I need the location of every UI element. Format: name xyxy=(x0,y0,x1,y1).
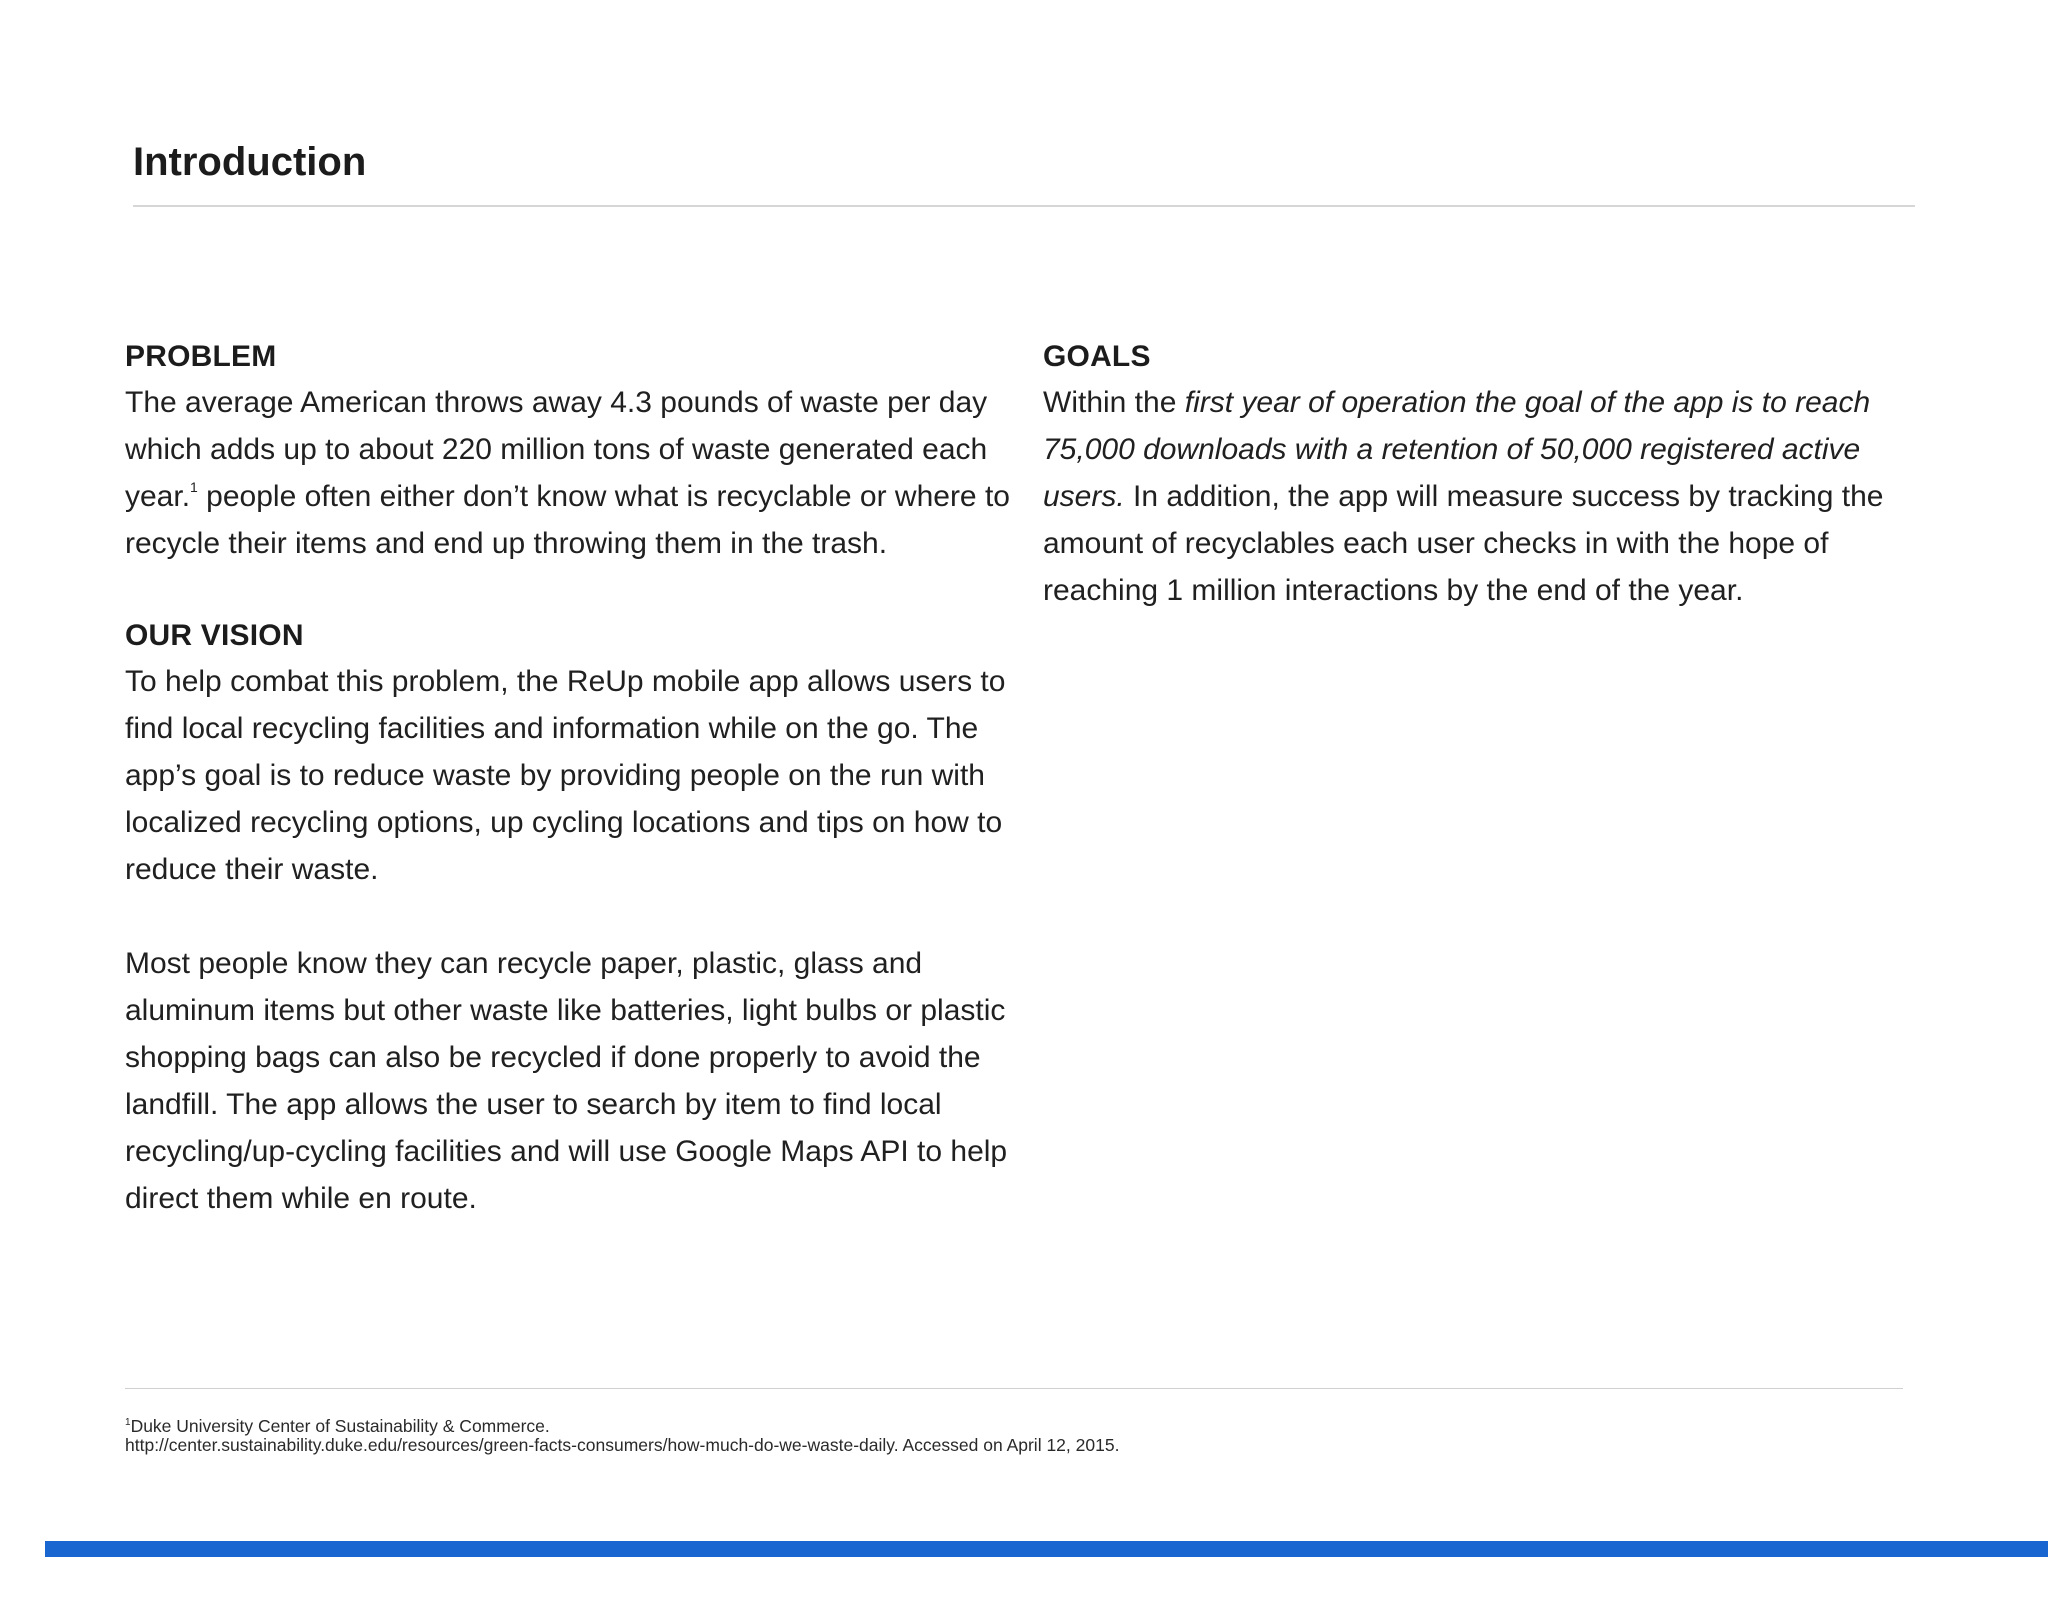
vision-paragraph-2: Most people know they can recycle paper, plastic, glass and aluminum items but other waste like batteries, light bulbs or plastic shopping bags can also be recycled if done properly to avoid the landfill. The app allows the user to search by item to find local recycling/up-cycling facilities and will use Google Maps API to help direct them while en route. xyxy=(125,947,1008,1215)
problem-text-part1: The average American throws away 4.3 pounds of waste per day which adds up to about 220 million tons of waste generated each year. xyxy=(125,386,988,513)
problem-text-part2: people often either don’t know what is recyclable or where to recycle their items and end up throwing them in the trash. xyxy=(125,480,1010,560)
footnote-marker: 1 xyxy=(125,1417,131,1428)
goals-text-rest: In addition, the app will measure success by tracking the amount of recyclables each user checks in with the hope of reaching 1 million interactions by the end of the year. xyxy=(1043,480,1884,607)
footnote-reference: 1 xyxy=(190,479,198,495)
page-title: Introduction xyxy=(133,140,367,184)
goals-heading: GOALS xyxy=(1043,340,1151,373)
goals-text xyxy=(1043,379,1943,614)
problem-text xyxy=(125,379,1025,567)
vision-paragraph-1: To help combat this problem, the ReUp mobile app allows users to find local recycling facilities and information while on the go. The app’s goal is to reduce waste by providing people on the run with localized recycling options, up cycling locations and tips on how to reduce their waste. xyxy=(125,665,1006,886)
footnote xyxy=(125,1417,1925,1455)
vision-section xyxy=(125,614,1025,1222)
goals-text-lead: Within the xyxy=(1043,386,1185,419)
footnote-line-2: http://center.sustainability.duke.edu/resources/green-facts-consumers/how-much-do-we-waste-daily. Accessed on April 12, 2015. xyxy=(125,1435,1120,1455)
bottom-accent-bar xyxy=(45,1541,2048,1557)
goals-text-italic: first year of operation the goal of the app is to reach 75,000 downloads with a retention of 50,000 registered active users. xyxy=(1043,386,1871,513)
footnote-line-1 xyxy=(125,1417,1925,1436)
footnote-divider xyxy=(125,1388,1903,1389)
goals-section xyxy=(1043,335,1943,614)
right-column xyxy=(1043,335,1943,614)
title-divider xyxy=(133,205,1915,207)
vision-heading: OUR VISION xyxy=(125,619,304,652)
problem-heading: PROBLEM xyxy=(125,340,277,373)
problem-section xyxy=(125,335,1025,567)
footnote-source: Duke University Center of Sustainability & Commerce. xyxy=(130,1416,550,1436)
left-column xyxy=(125,335,1025,1222)
